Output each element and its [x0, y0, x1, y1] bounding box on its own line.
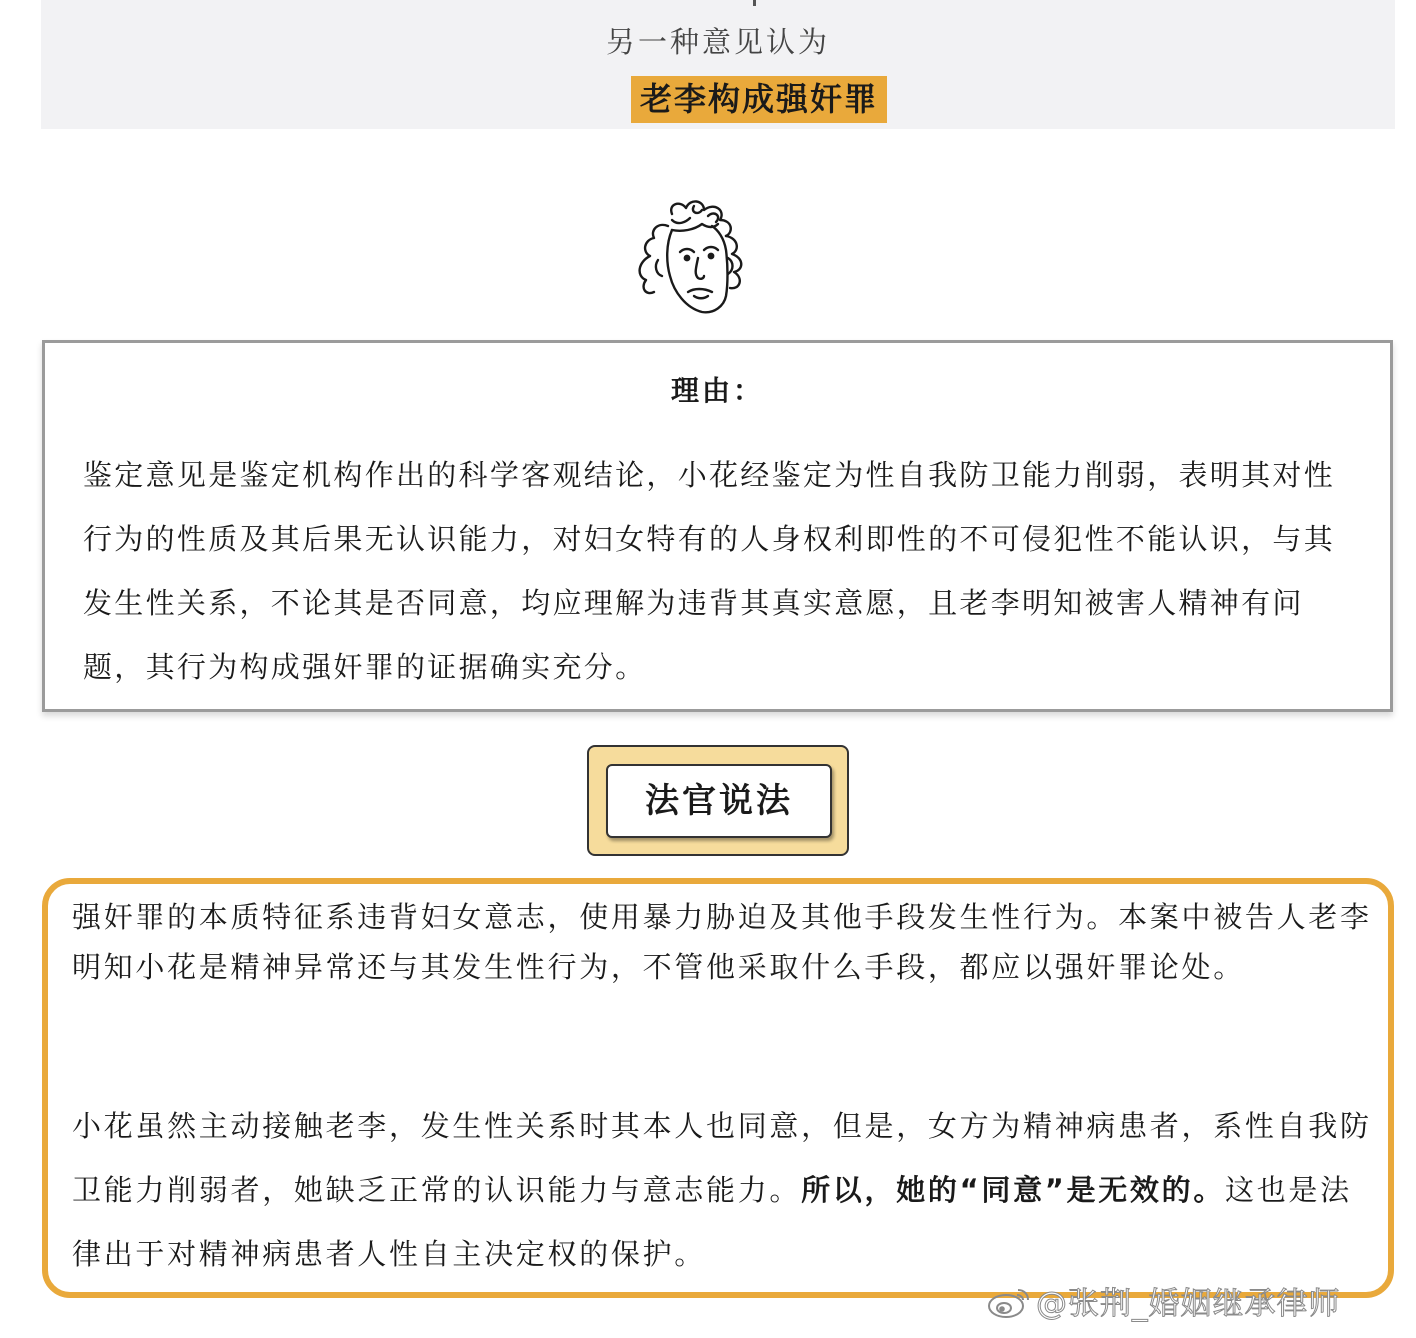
watermark: [986, 1282, 1341, 1326]
opinion-conclusion-highlight: 老李构成强奸罪: [631, 76, 887, 123]
judge-paragraph-2-start: 小花虽然主动接触老李，发生性关系时其本人也同意，但是，女方为精神病患者，系性自我防卫能力削弱者，她缺乏正常的认识能力与意志能力。: [72, 1109, 1372, 1207]
judge-badge: [587, 745, 849, 856]
watermark-text: @张荆_婚姻继承律师: [1036, 1286, 1341, 1322]
reason-title: 理由：: [670, 374, 764, 407]
reason-box: [42, 340, 1393, 712]
judge-paragraph-2-emphasis: 所以，她的“同意”是无效的。: [801, 1173, 1226, 1207]
judge-paragraph-2: [72, 1094, 1372, 1286]
weibo-logo-icon: [986, 1284, 1032, 1320]
thinking-face-icon: [628, 196, 762, 322]
divider-tick: [753, 0, 756, 6]
judge-commentary-box: [42, 878, 1394, 1298]
opinion-intro: 另一种意见认为: [605, 25, 830, 59]
reason-body: 鉴定意见是鉴定机构作出的科学客观结论，小花经鉴定为性自我防卫能力削弱，表明其对性行为的性质及其后果无认识能力，对妇女特有的人身权利即性的不可侵犯性不能认识，与其发生性关系，不论其是否同意，均应理解为违背其真实意愿，且老李明知被害人精神有问题，其行为构成强奸罪的证据确实充分。: [83, 458, 1336, 684]
opinion-panel: [41, 0, 1395, 129]
judge-paragraph-1: 强奸罪的本质特征系违背妇女意志，使用暴力胁迫及其他手段发生性行为。本案中被告人老李明知小花是精神异常还与其发生性行为，不管他采取什么手段，都应以强奸罪论处。: [72, 900, 1372, 984]
judge-paragraph-2-end: 这也是法律出于对精神病患者人性自主决定权的保护。: [72, 1173, 1352, 1271]
judge-badge-label: 法官说法: [606, 764, 832, 838]
